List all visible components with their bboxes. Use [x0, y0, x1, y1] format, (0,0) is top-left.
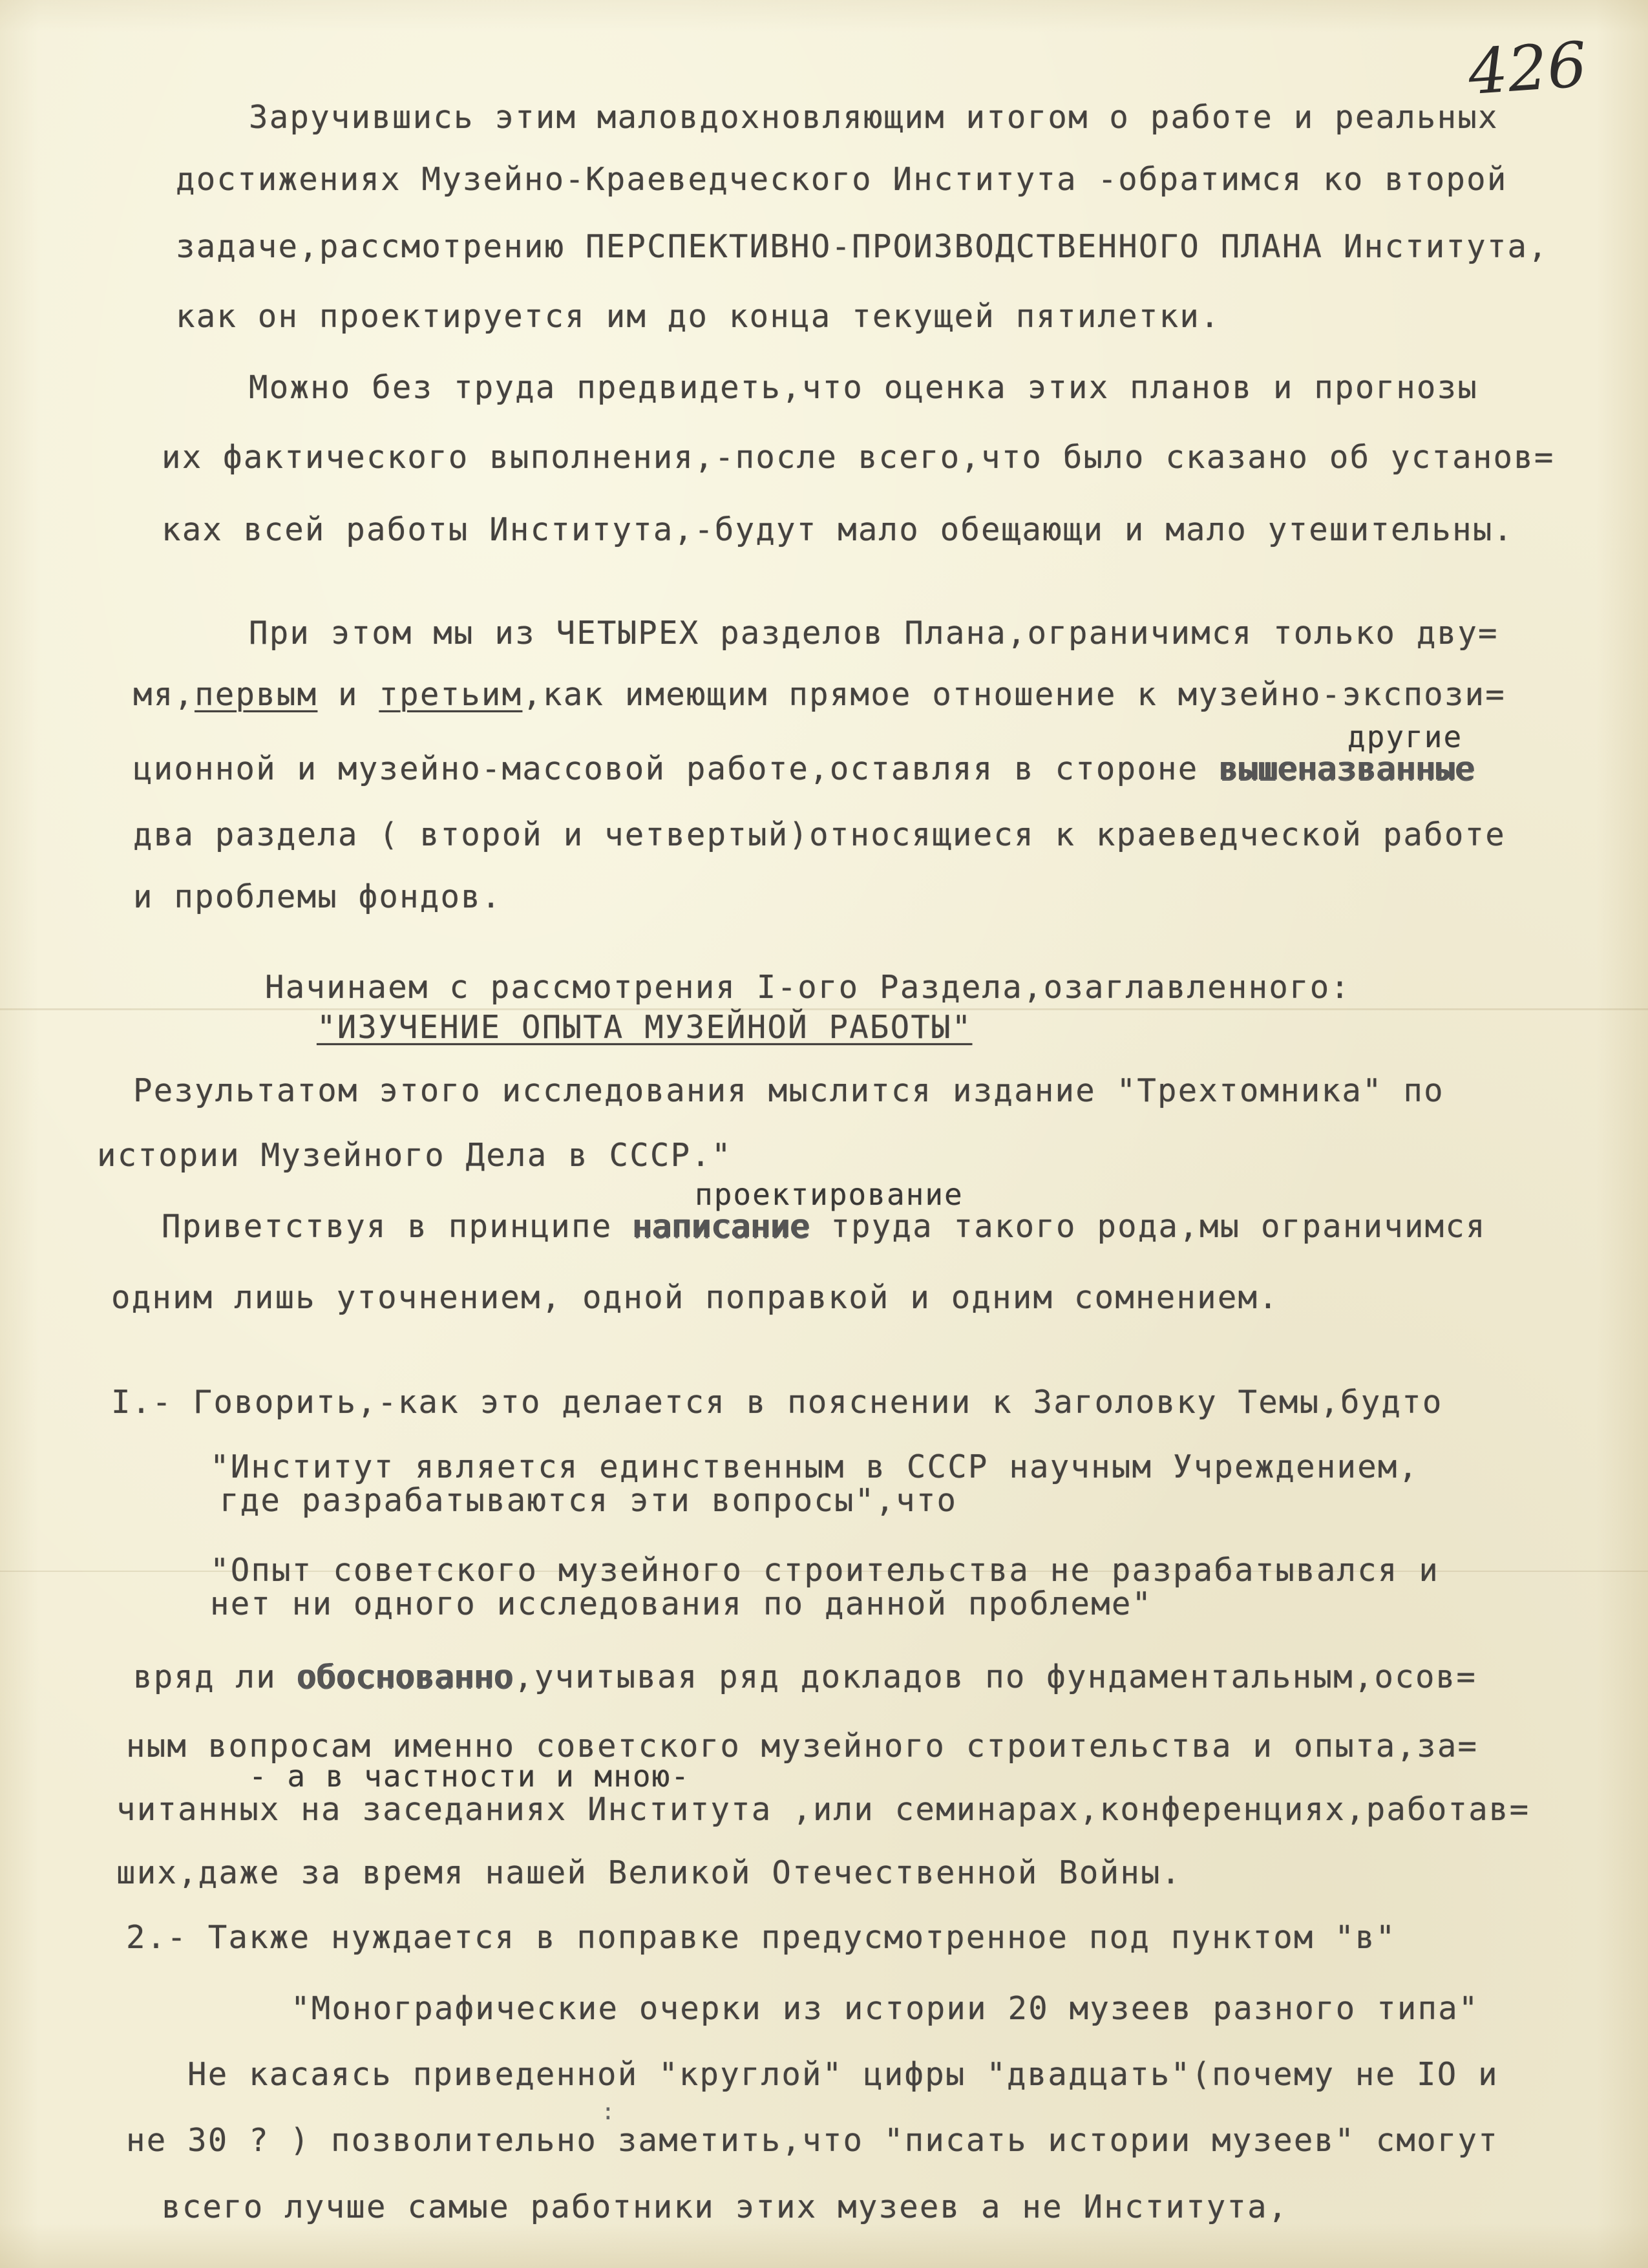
quote-line: "Опыт советского музейного строительства не разрабатывался и	[210, 1552, 1440, 1589]
text-line: ках всей работы Института,-будут мало обещающи и мало утешительны.	[162, 511, 1514, 548]
struck-word: написание	[633, 1208, 810, 1245]
underlined-word: третьим	[379, 676, 523, 713]
underlined-word: первым	[195, 676, 318, 713]
text-line	[133, 675, 1506, 714]
text-line: При этом мы из ЧЕТЫРЕХ разделов Плана,ограничимся только дву=	[249, 615, 1499, 652]
text-line: одним лишь уточнением, одной поправкой и одним сомнением.	[111, 1279, 1279, 1316]
typed-correction: проектирование	[695, 1177, 964, 1212]
struck-word: обоснованно	[297, 1659, 514, 1695]
text-line: Начинаем с рассмотрения I-ого Раздела,озаглавленного:	[265, 969, 1351, 1006]
text-line	[133, 1658, 1477, 1697]
text-line: как он проектируется им до конца текущей пятилетки.	[176, 298, 1221, 335]
text-line: I.- Говорить,-как это делается в пояснении к Заголовку Темы,будто	[111, 1384, 1443, 1421]
text-segment: Приветствуя в принципе	[162, 1208, 633, 1245]
page-number: 426	[1466, 28, 1589, 109]
text-line: не 30 ? ) позволительно заметить,что "писать истории музеев" смогут	[126, 2122, 1499, 2159]
text-line: читанных на заседаниях Института ,или семинарах,конференциях,работав=	[116, 1791, 1530, 1828]
text-line: ших,даже за время нашей Великой Отечественной Войны.	[116, 1854, 1182, 1891]
text-line	[133, 750, 1475, 789]
text-line: два раздела ( второй и четвертый)относящиеся к краеведческой работе	[133, 816, 1506, 853]
text-line: 2.- Также нуждается в поправке предусмотренное под пунктом "в"	[126, 1919, 1397, 1956]
text-line: Результатом этого исследования мыслится издание "Трехтомника" по	[133, 1072, 1444, 1109]
typed-correction: другие	[1347, 719, 1463, 754]
text-segment: вряд ли	[133, 1659, 297, 1695]
margin-mark: :	[601, 2099, 615, 2125]
text-line: задаче,рассмотрению ПЕРСПЕКТИВНО-ПРОИЗВОДСТВЕННОГО ПЛАНА Института,	[176, 228, 1548, 265]
quote-line: "Институт является единственным в СССР научным Учреждением,	[210, 1448, 1419, 1485]
quote-line: "Монографические очерки из истории 20 музеев разного типа"	[291, 1990, 1479, 2027]
text-line: ным вопросам именно советского музейного строительства и опыта,за=	[126, 1728, 1479, 1765]
text-line: Не касаясь приведенной "круглой" цифры "двадцать"(почему не IO и	[187, 2056, 1499, 2093]
text-segment: ,как имеющим прямое отношение к музейно-экспози=	[522, 676, 1506, 713]
text-segment: труда такого рода,мы ограничимся	[810, 1208, 1486, 1245]
text-line: истории Музейного Дела в СССР."	[97, 1137, 732, 1174]
text-line: их фактического выполнения,-после всего,что было сказано об установ=	[162, 439, 1555, 476]
text-line: Можно без труда предвидеть,что оценка этих планов и прогнозы	[249, 369, 1479, 406]
section-heading: "ИЗУЧЕНИЕ ОПЫТА МУЗЕЙНОЙ РАБОТЫ"	[317, 1009, 973, 1046]
text-line: всего лучше самые работники этих музеев а не Института,	[162, 2189, 1289, 2225]
quote-line: где разрабатываются эти вопросы",что	[220, 1482, 958, 1519]
text-segment: мя,	[133, 676, 195, 713]
text-segment: и	[317, 676, 379, 713]
text-line: Заручившись этим маловдохновляющим итогом о работе и реальных	[249, 99, 1499, 136]
text-segment: ,учитывая ряд докладов по фундаментальным,осов=	[514, 1659, 1477, 1695]
text-segment: ционной и музейно-массовой работе,оставляя в стороне	[133, 750, 1220, 787]
struck-word: вышеназванные	[1219, 750, 1475, 787]
quote-line: нет ни одного исследования по данной проблеме"	[210, 1585, 1153, 1622]
text-line: и проблемы фондов.	[133, 878, 502, 915]
text-line: достижениях Музейно-Краеведческого Института -обратимся ко второй	[176, 161, 1508, 198]
typed-insertion: - а в частности и мною-	[249, 1759, 690, 1794]
text-line	[162, 1207, 1486, 1246]
